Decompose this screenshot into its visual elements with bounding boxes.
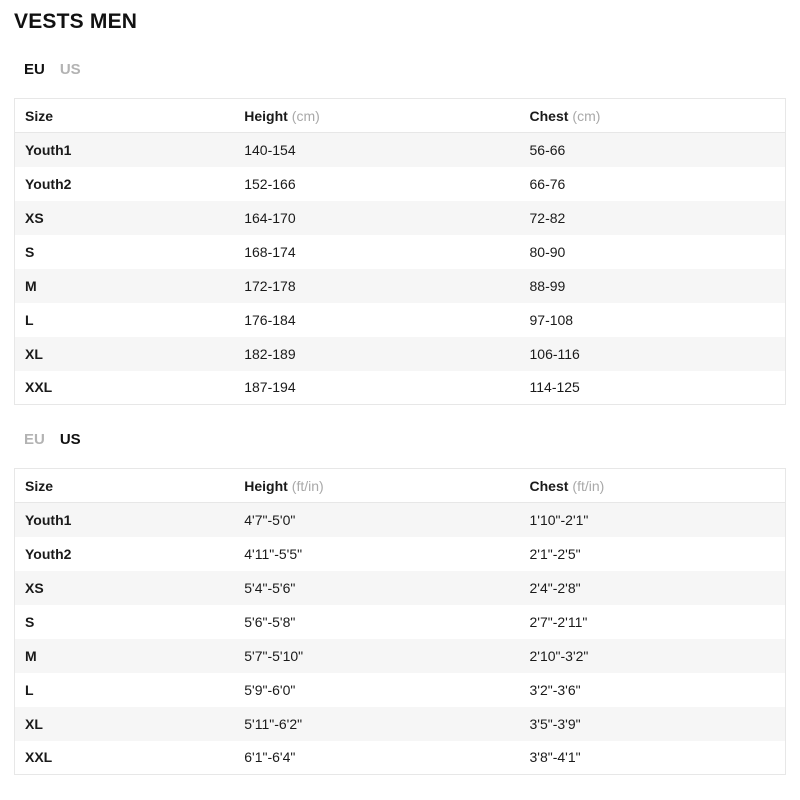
eu-size-table [14, 98, 786, 405]
height-cell: 187-194 [244, 379, 296, 396]
table-row [15, 371, 786, 405]
chest-cell: 106-116 [529, 345, 580, 362]
table-row [15, 741, 786, 775]
size-cell: Youth2 [25, 545, 72, 562]
table-row [15, 303, 786, 337]
height-cell: 4'11"-5'5" [244, 545, 303, 562]
size-cell: XL [25, 715, 43, 732]
chest-cell: 97-108 [529, 311, 574, 328]
eu-size-section [14, 62, 786, 405]
table-row [15, 269, 786, 303]
column-header-height [234, 469, 519, 503]
height-cell: 140-154 [244, 141, 296, 158]
tab-eu[interactable]: EU [24, 61, 45, 78]
column-header-chest-label: Chest [529, 107, 569, 124]
unit-tabs-us-section [24, 432, 786, 448]
chest-cell: 80-90 [529, 243, 566, 260]
size-cell: M [25, 647, 37, 664]
size-cell: XS [25, 209, 44, 226]
table-row [15, 673, 786, 707]
column-header-height [234, 99, 519, 133]
chest-cell: 3'5"-3'9" [529, 715, 581, 732]
table-row [15, 337, 786, 371]
table-header-row [15, 469, 786, 503]
size-cell: XXL [25, 749, 53, 766]
column-header-chest [520, 99, 786, 133]
size-cell: L [25, 311, 34, 328]
chest-cell: 72-82 [529, 209, 566, 226]
height-cell: 5'4"-5'6" [244, 579, 296, 596]
height-cell: 6'1"-6'4" [244, 749, 296, 766]
table-row [15, 201, 786, 235]
height-cell: 5'11"-6'2" [244, 715, 303, 732]
column-header-height-unit: (ft/in) [291, 477, 324, 494]
column-header-chest-unit: (cm) [572, 107, 601, 124]
size-cell: Youth1 [25, 511, 72, 528]
size-cell: XS [25, 579, 44, 596]
height-cell: 4'7"-5'0" [244, 511, 296, 528]
tab-us[interactable]: US [59, 61, 81, 78]
size-cell: S [25, 613, 35, 630]
table-row [15, 503, 786, 537]
table-row [15, 571, 786, 605]
chest-cell: 2'10"-3'2" [529, 647, 589, 664]
table-row [15, 537, 786, 571]
column-header-chest-label: Chest [529, 477, 569, 494]
unit-tabs-eu-section [24, 62, 786, 78]
table-row [15, 639, 786, 673]
column-header-chest [520, 469, 786, 503]
chest-cell: 88-99 [529, 277, 566, 294]
height-cell: 5'7"-5'10" [244, 647, 304, 664]
size-cell: S [25, 243, 35, 260]
column-header-height-label: Height [244, 107, 288, 124]
chest-cell: 1'10"-2'1" [529, 511, 589, 528]
size-cell: XL [25, 345, 43, 362]
column-header-size: Size [15, 469, 235, 503]
height-cell: 168-174 [244, 243, 296, 260]
height-cell: 164-170 [244, 209, 296, 226]
table-row [15, 133, 786, 167]
chest-cell: 2'1"-2'5" [529, 545, 581, 562]
size-cell: M [25, 277, 37, 294]
height-cell: 172-178 [244, 277, 296, 294]
height-cell: 152-166 [244, 175, 296, 192]
column-header-size: Size [15, 99, 235, 133]
page-title: VESTS MEN [14, 10, 138, 33]
size-cell: L [25, 681, 34, 698]
column-header-height-label: Height [244, 477, 288, 494]
tab-eu[interactable]: EU [24, 431, 45, 448]
size-cell: Youth1 [25, 141, 72, 158]
chest-cell: 3'8"-4'1" [529, 749, 581, 766]
size-cell: XXL [25, 379, 53, 396]
chest-cell: 2'4"-2'8" [529, 579, 581, 596]
height-cell: 182-189 [244, 345, 296, 362]
chest-cell: 66-76 [529, 175, 566, 192]
tab-us[interactable]: US [59, 431, 81, 448]
table-row [15, 605, 786, 639]
us-size-section [14, 432, 786, 775]
height-cell: 5'6"-5'8" [244, 613, 296, 630]
chest-cell: 2'7"-2'11" [529, 613, 588, 630]
column-header-chest-unit: (ft/in) [572, 477, 605, 494]
chest-cell: 56-66 [529, 141, 566, 158]
size-cell: Youth2 [25, 175, 72, 192]
height-cell: 5'9"-6'0" [244, 681, 296, 698]
us-size-table [14, 468, 786, 775]
chest-cell: 3'2"-3'6" [529, 681, 581, 698]
table-row [15, 235, 786, 269]
table-header-row [15, 99, 786, 133]
table-row [15, 167, 786, 201]
column-header-height-unit: (cm) [291, 107, 320, 124]
table-row [15, 707, 786, 741]
chest-cell: 114-125 [529, 379, 580, 396]
height-cell: 176-184 [244, 311, 296, 328]
